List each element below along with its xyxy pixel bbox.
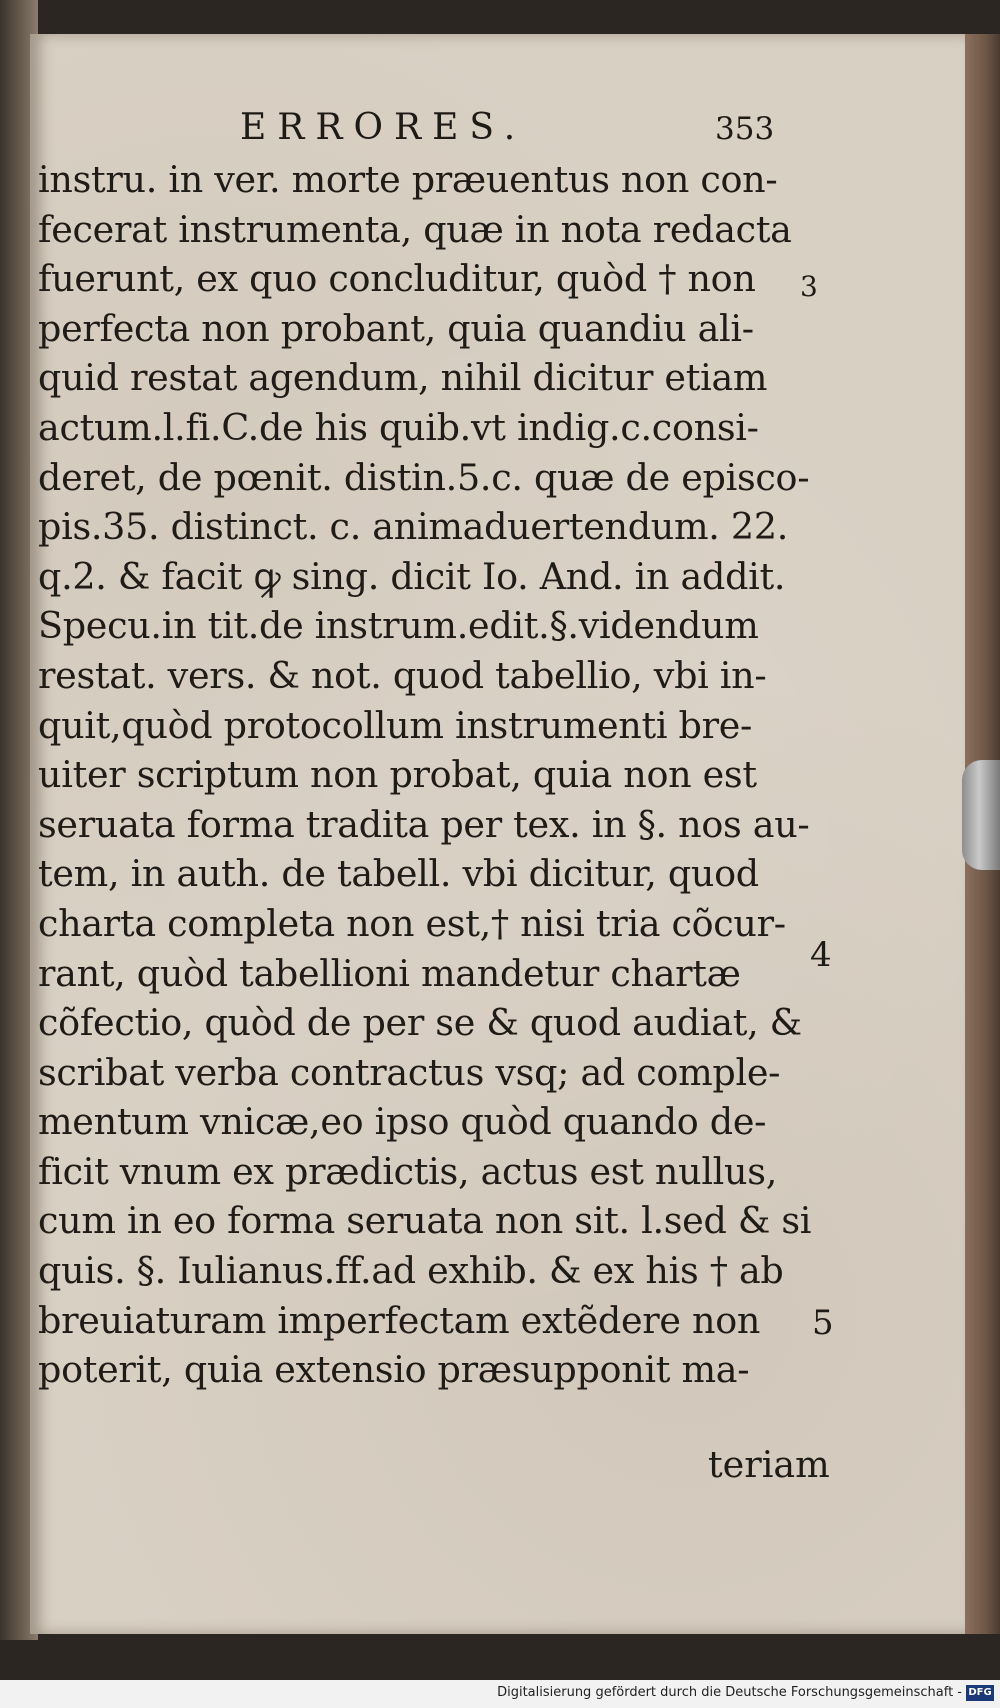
body-text <box>38 155 812 1395</box>
text-line: perfecta non probant, quia quandiu ali- <box>38 306 754 350</box>
dfg-logo: DFG <box>966 1685 994 1701</box>
digitization-footer <box>0 1680 1000 1708</box>
running-head <box>0 107 1000 155</box>
text-line: fuerunt, ex quo concluditur, quòd † non <box>38 257 756 301</box>
marginal-number: 5 <box>812 1303 834 1343</box>
text-line: cum in eo forma seruata non sit. l.sed & si <box>38 1199 812 1243</box>
text-line: tem, in auth. de tabell. vbi dicitur, quod <box>38 852 759 896</box>
catchword: teriam <box>708 1443 830 1486</box>
text-line: rant, quòd tabellioni mandetur chartæ <box>38 951 741 995</box>
text-line: pis.35. distinct. c. animaduertendum. 22. <box>38 505 789 549</box>
text-line: deret, de pœnit. distin.5.c. quæ de episco- <box>38 455 810 499</box>
running-head-title: ERRORES. <box>240 107 527 148</box>
text-line: cõfectio, quòd de per se & quod audiat, & <box>38 1001 802 1045</box>
text-line: seruata forma tradita per tex. in §. nos au- <box>38 802 810 846</box>
text-line: ficit vnum ex prædictis, actus est nullus, <box>38 1149 778 1193</box>
marginal-number: 4 <box>810 935 832 975</box>
book-clasp <box>962 760 1000 870</box>
page-number: 353 <box>715 111 775 147</box>
footer-credit: Digitalisierung gefördert durch die Deutsche Forschungsgemeinschaft - <box>497 1685 962 1700</box>
text-line: instru. in ver. morte præuentus non con- <box>38 158 778 201</box>
text-line: actum.l.fi.C.de his quib.vt indig.c.consi- <box>38 405 759 449</box>
text-line: breuiaturam imperfectam extẽdere non <box>38 1298 761 1342</box>
text-line: uiter scriptum non probat, quia non est <box>38 753 757 797</box>
text-line: quid restat agendum, nihil dicitur etiam <box>38 356 768 400</box>
text-line: restat. vers. & not. quod tabellio, vbi in- <box>38 653 767 697</box>
text-line: Specu.in tit.de instrum.edit.§.videndum <box>38 604 759 648</box>
text-line: charta completa non est,† nisi tria cõcur- <box>38 901 786 945</box>
text-line: scribat verba contractus vsq; ad comple- <box>38 1050 781 1094</box>
text-line: quis. §. Iulianus.ff.ad exhib. & ex his † ab <box>38 1249 784 1293</box>
text-line: mentum vnicæ,eo ipso quòd quando de- <box>38 1100 767 1144</box>
marginal-number: 3 <box>800 270 818 303</box>
text-line: poterit, quia extensio præsupponit ma- <box>38 1348 750 1392</box>
text-line: q.2. & facit ꝙ sing. dicit Io. And. in addit. <box>38 554 786 598</box>
text-line: fecerat instrumenta, quæ in nota redacta <box>38 207 792 251</box>
text-line: quit,quòd protocollum instrumenti bre- <box>38 703 753 747</box>
